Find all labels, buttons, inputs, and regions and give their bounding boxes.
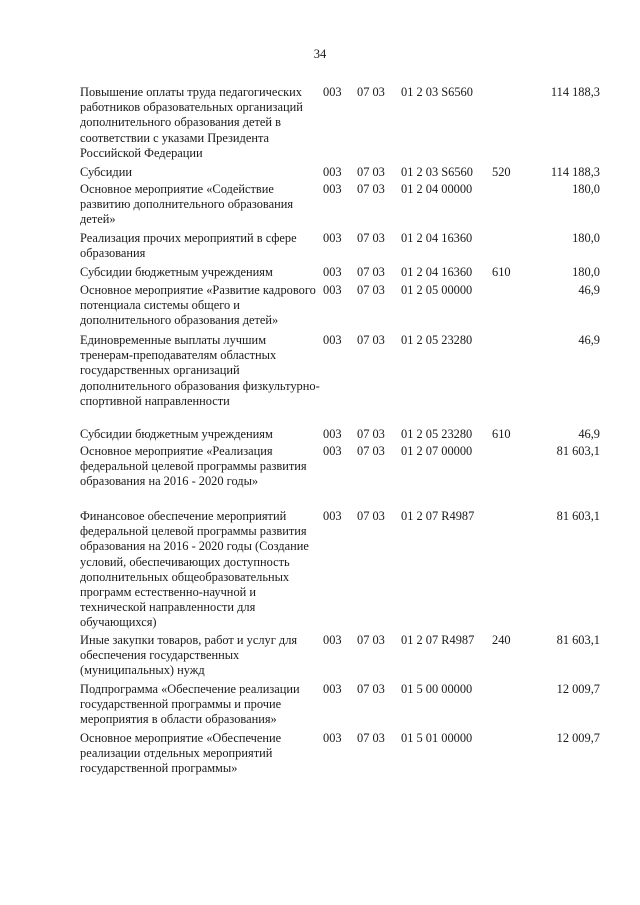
row-ministry: 003 xyxy=(323,283,342,297)
row-article: 01 2 05 00000 xyxy=(401,283,473,297)
row-article: 01 2 05 23280 xyxy=(401,333,473,347)
row-amount: 46,9 xyxy=(578,427,600,441)
row-section: 07 03 xyxy=(357,427,385,441)
row-article: 01 2 03 S6560 xyxy=(401,165,473,179)
row-ministry: 003 xyxy=(323,182,342,196)
row-section: 07 03 xyxy=(357,731,385,745)
row-article: 01 5 01 00000 xyxy=(401,731,473,745)
row-ministry: 003 xyxy=(323,85,342,99)
row-name: Субсидии xyxy=(80,165,132,179)
row-expense-type: 240 xyxy=(492,633,511,647)
row-name: Финансовое обеспечение мероприятий федеральной целевой программы развития образования на 2016 - 2020 годы (Создание условий, обеспечивающих доступность дополнительных общеобразовательных программ естественно-научной и технической направленности для обучающихся) xyxy=(80,509,309,630)
row-ministry: 003 xyxy=(323,731,342,745)
row-expense-type: 610 xyxy=(492,265,511,279)
row-amount: 180,0 xyxy=(572,265,600,279)
row-name: Субсидии бюджетным учреждениям xyxy=(80,427,273,441)
row-article: 01 2 05 23280 xyxy=(401,427,473,441)
row-ministry: 003 xyxy=(323,427,342,441)
row-amount: 81 603,1 xyxy=(556,633,600,647)
row-section: 07 03 xyxy=(357,85,385,99)
row-article: 01 2 07 R4987 xyxy=(401,509,475,523)
row-name: Основное мероприятие «Развитие кадрового потенциала системы общего и дополнительного образования детей» xyxy=(80,283,316,328)
row-amount: 114 188,3 xyxy=(550,85,600,99)
row-expense-type: 520 xyxy=(492,165,511,179)
row-name: Субсидии бюджетным учреждениям xyxy=(80,265,273,279)
row-section: 07 03 xyxy=(357,182,385,196)
row-expense-type: 610 xyxy=(492,427,511,441)
row-name: Подпрограмма «Обеспечение реализации государственной программы и прочие мероприятия в области образования» xyxy=(80,682,300,727)
row-amount: 46,9 xyxy=(578,333,600,347)
row-amount: 81 603,1 xyxy=(556,509,600,523)
row-amount: 46,9 xyxy=(578,283,600,297)
row-article: 01 2 07 00000 xyxy=(401,444,473,458)
row-amount: 12 009,7 xyxy=(556,682,600,696)
row-section: 07 03 xyxy=(357,283,385,297)
row-name: Иные закупки товаров, работ и услуг для обеспечения государственных (муниципальных) нужд xyxy=(80,633,298,678)
row-ministry: 003 xyxy=(323,165,342,179)
row-name: Основное мероприятие «Обеспечение реализации отдельных мероприятий государственной программы» xyxy=(80,731,282,776)
row-amount: 180,0 xyxy=(572,182,600,196)
row-ministry: 003 xyxy=(323,682,342,696)
row-name: Единовременные выплаты лучшим тренерам-преподавателям областных государственных организаций дополнительного образования физкультурно-спортивной направленности xyxy=(80,333,320,408)
row-ministry: 003 xyxy=(323,633,342,647)
row-name: Основное мероприятие «Содействие развитию дополнительного образования детей» xyxy=(80,182,294,227)
row-ministry: 003 xyxy=(323,444,342,458)
row-ministry: 003 xyxy=(323,265,342,279)
row-section: 07 03 xyxy=(357,231,385,245)
row-article: 01 2 04 16360 xyxy=(401,265,473,279)
page-number: 34 xyxy=(313,47,327,61)
row-ministry: 003 xyxy=(323,231,342,245)
row-name: Основное мероприятие «Реализация федеральной целевой программы развития образования на 2016 - 2020 годы» xyxy=(80,444,307,489)
row-article: 01 2 07 R4987 xyxy=(401,633,475,647)
row-ministry: 003 xyxy=(323,333,342,347)
row-section: 07 03 xyxy=(357,333,385,347)
row-section: 07 03 xyxy=(357,509,385,523)
row-article: 01 2 04 16360 xyxy=(401,231,473,245)
row-ministry: 003 xyxy=(323,509,342,523)
row-article: 01 2 03 S6560 xyxy=(401,85,473,99)
row-section: 07 03 xyxy=(357,633,385,647)
row-name: Реализация прочих мероприятий в сфере образования xyxy=(80,231,297,261)
row-section: 07 03 xyxy=(357,682,385,696)
row-section: 07 03 xyxy=(357,165,385,179)
row-amount: 114 188,3 xyxy=(550,165,600,179)
row-amount: 12 009,7 xyxy=(556,731,600,745)
row-section: 07 03 xyxy=(357,444,385,458)
row-article: 01 5 00 00000 xyxy=(401,682,473,696)
row-name: Повышение оплаты труда педагогических работников образовательных организаций дополнительного образования детей в соответствии с указами Президента Российской Федерации xyxy=(80,85,303,160)
row-amount: 180,0 xyxy=(572,231,600,245)
row-amount: 81 603,1 xyxy=(556,444,600,458)
row-section: 07 03 xyxy=(357,265,385,279)
row-article: 01 2 04 00000 xyxy=(401,182,473,196)
